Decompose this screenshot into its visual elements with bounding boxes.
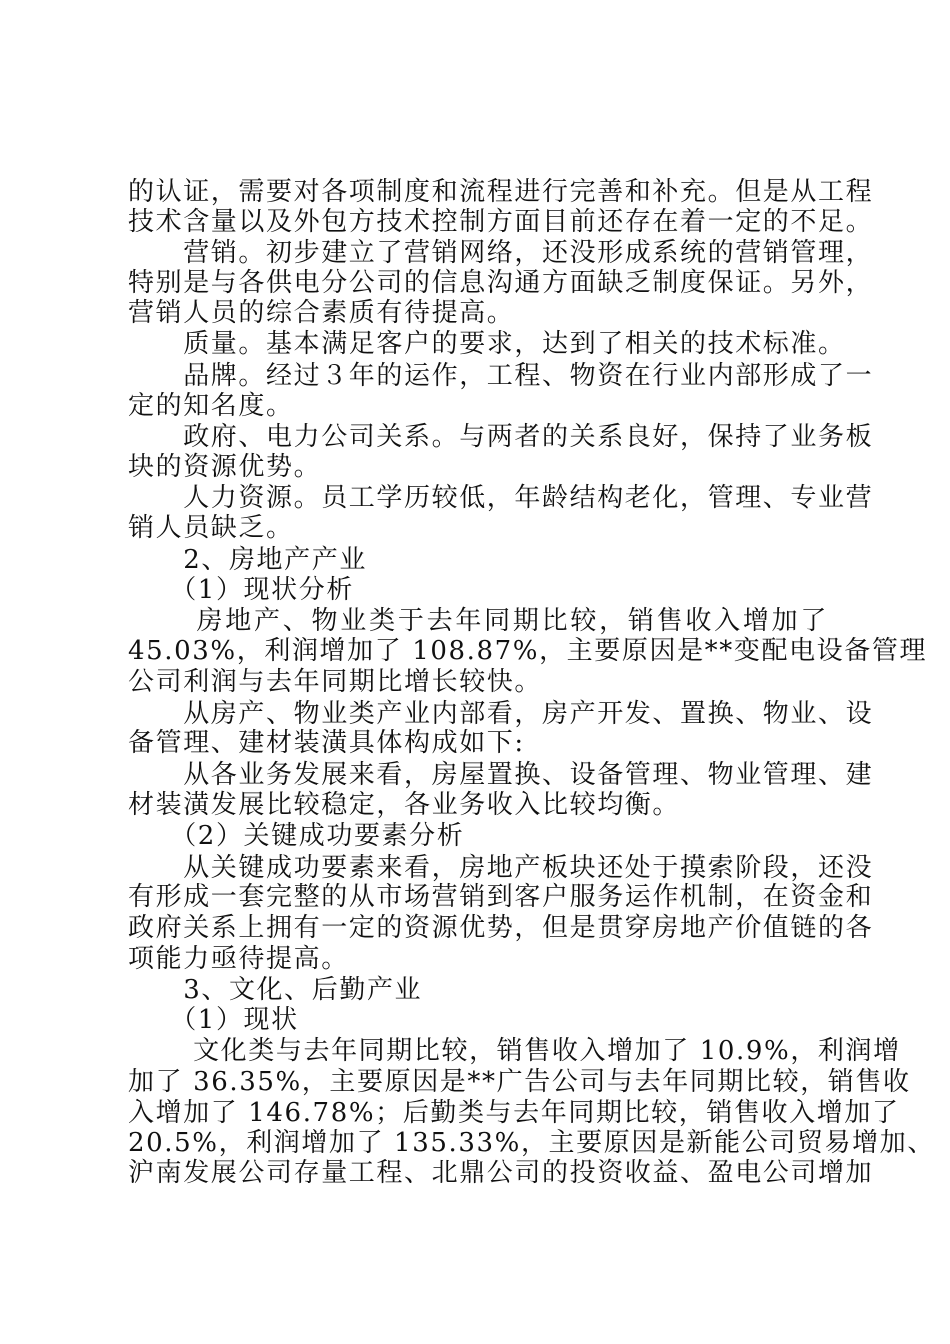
body-line: 加了 36.35%，主要原因是**广告公司与去年同期比较，销售收 [128,1067,911,1097]
body-line: 政府关系上拥有一定的资源优势，但是贯穿房地产价值链的各 [128,913,874,943]
body-line: 材装潢发展比较稳定，各业务收入比较均衡。 [128,790,681,820]
body-line: 销人员缺乏。 [128,513,294,543]
body-line: 块的资源优势。 [128,452,322,482]
body-line: 从关键成功要素来看，房地产板块还处于摸索阶段，还没 [128,853,874,883]
body-line: 公司利润与去年同期比增长较快。 [128,667,543,697]
section-heading: 3、文化、后勤产业 [128,975,423,1005]
subsection-heading: （1）现状分析 [128,575,354,605]
body-line: 项能力亟待提高。 [128,944,349,974]
body-line: 品牌。经过３年的运作，工程、物资在行业内部形成了一 [128,361,874,391]
body-line: 入增加了 146.78%；后勤类与去年同期比较，销售收入增加了 [128,1098,900,1128]
body-line: 政府、电力公司关系。与两者的关系良好，保持了业务板 [128,422,874,452]
body-line: 20.5%，利润增加了 135.33%，主要原因是新能公司贸易增加、 [128,1128,935,1158]
body-line: 从房产、物业类产业内部看，房产开发、置换、物业、设 [128,699,874,729]
subsection-heading: （1）现状 [128,1005,299,1035]
body-line: 沪南发展公司存量工程、北鼎公司的投资收益、盈电公司增加 [128,1158,874,1188]
body-line: 定的知名度。 [128,391,294,421]
body-line: 的认证，需要对各项制度和流程进行完善和补充。但是从工程 [128,177,874,207]
body-line: 备管理、建材装潢具体构成如下: [128,728,525,758]
body-line: 人力资源。员工学历较低，年龄结构老化，管理、专业营 [128,483,874,513]
body-line: 质量。基本满足客户的要求，达到了相关的技术标准。 [128,329,846,359]
body-line: 文化类与去年同期比较，销售收入增加了 10.9%，利润增 [128,1036,901,1066]
section-heading: 2、房地产产业 [128,545,367,575]
body-line: 营销人员的综合素质有待提高。 [128,298,515,328]
body-line: 有形成一套完整的从市场营销到客户服务运作机制，在资金和 [128,882,874,912]
subsection-heading: （2）关键成功要素分析 [128,821,465,851]
body-line: 房地产、物业类于去年同期比较，销售收入增加了 [128,606,828,636]
body-line: 技术含量以及外包方技术控制方面目前还存在着一定的不足。 [128,207,874,237]
body-line: 营销。初步建立了营销网络，还没形成系统的营销管理， [128,238,874,268]
body-line: 45.03%，利润增加了 108.87%，主要原因是**变配电设备管理 [128,636,928,666]
body-line: 从各业务发展来看，房屋置换、设备管理、物业管理、建 [128,760,874,790]
body-line: 特别是与各供电分公司的信息沟通方面缺乏制度保证。另外， [128,268,874,298]
